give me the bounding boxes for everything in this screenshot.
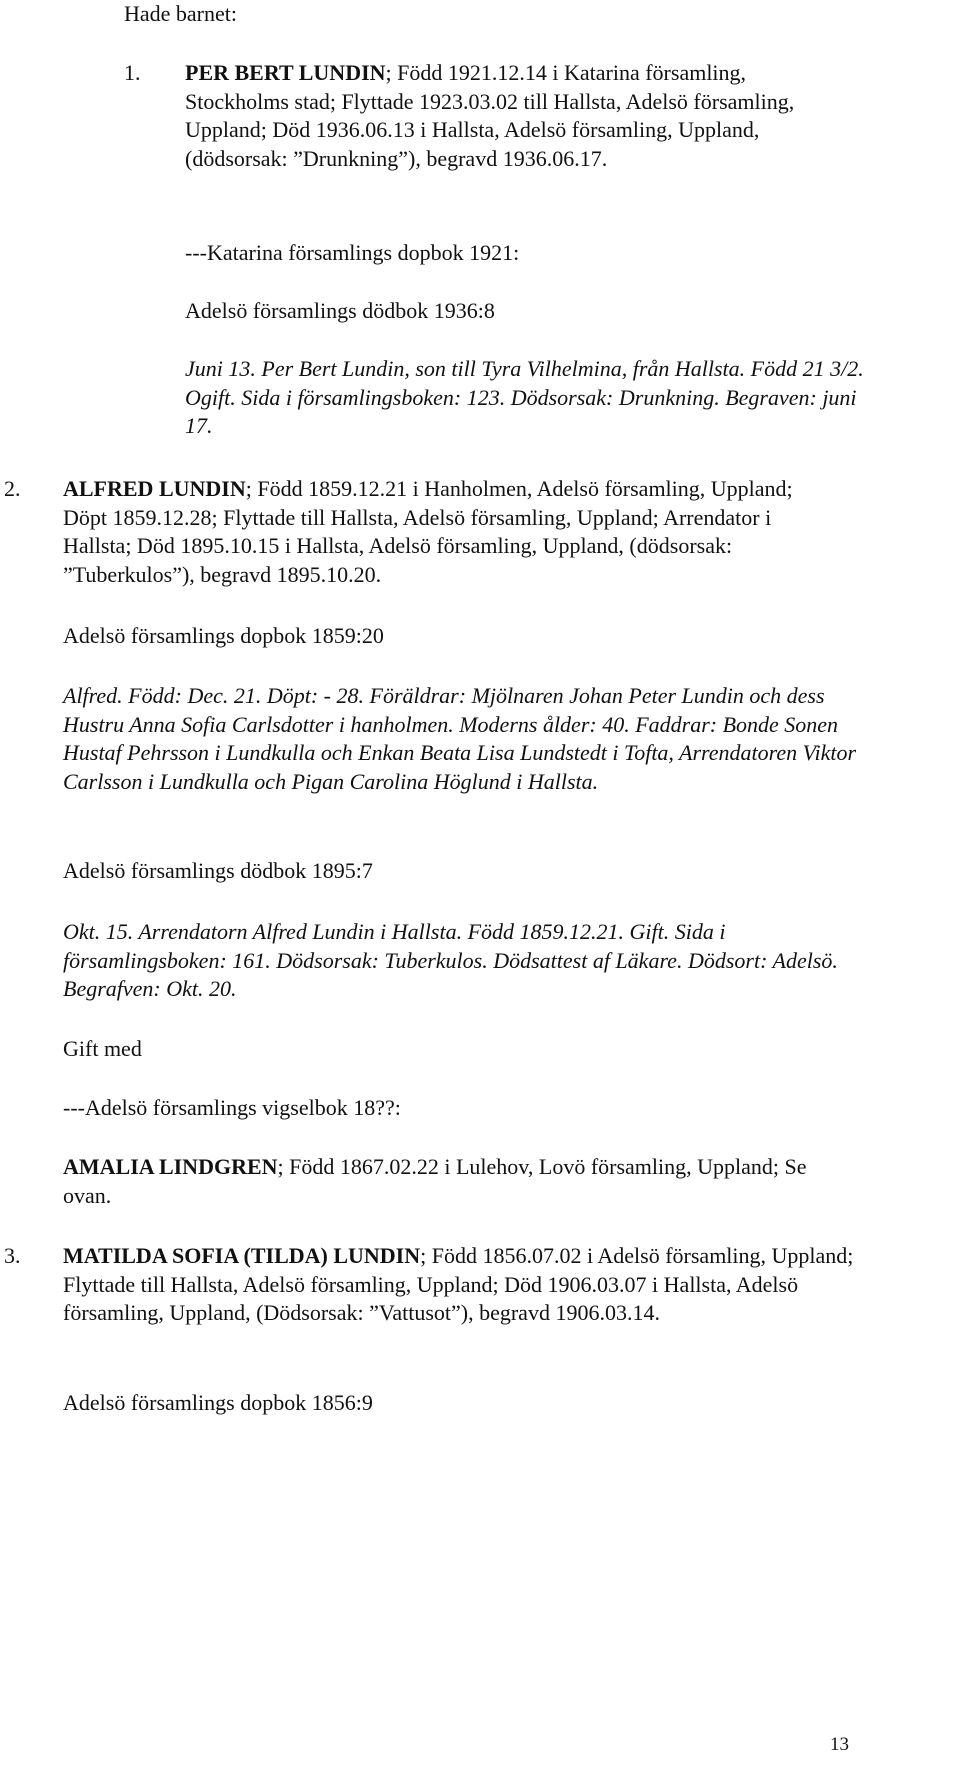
child-number: 2.: [4, 476, 21, 501]
record-transcription: Alfred. Född: Dec. 21. Döpt: - 28. Föräldrar: Mjölnaren Johan Peter Lundin och dess Hustru Anna Sofia Carlsdotter i hanholmen. Moderns ålder: 40. Faddrar: Bonde Sonen Hustaf Pehrsson i Lundkulla och Enkan Beata Lisa Lundstedt i Tofta, Arrendatoren Viktor Carlsson i Lundkulla och Pigan Carolina Höglund i Hallsta.: [63, 683, 857, 794]
source-reference: ---Adelsö församlings vigselbok 18??:: [63, 1095, 401, 1120]
child-name: PER BERT LUNDIN: [185, 60, 386, 85]
child-details: ; Född 1859.12.21 i Hanholmen, Adelsö församling, Uppland; Döpt 1859.12.28; Flyttade till Hallsta, Adelsö församling, Uppland; Arrendator i Hallsta; Död 1895.10.15 i Hallsta, Adelsö församling, Uppland, (dödsorsak: ”Tuberkulos”), begravd 1895.10.20.: [63, 476, 793, 587]
child-entry: [63, 1242, 858, 1328]
source-reference: Adelsö församlings dopbok 1856:9: [63, 1390, 373, 1415]
spouse-name: AMALIA LINDGREN: [63, 1154, 278, 1179]
child-name: MATILDA SOFIA (TILDA) LUNDIN: [63, 1243, 421, 1268]
child-details: ; Född 1856.07.02 i Adelsö församling, Uppland; Flyttade till Hallsta, Adelsö församling, Uppland; Död 1906.03.07 i Hallsta, Adelsö församling, Uppland, (Dödsorsak: ”Vattusot”), begravd 1906.03.14.: [63, 1243, 854, 1325]
source-reference: Adelsö församlings dödbok 1936:8: [185, 298, 495, 323]
source-reference: Adelsö församlings dödbok 1895:7: [63, 858, 373, 883]
child-entry: [63, 475, 833, 589]
record-transcription: Okt. 15. Arrendatorn Alfred Lundin i Hallsta. Född 1859.12.21. Gift. Sida i församlingsboken: 161. Dödsorsak: Tuberkulos. Dödsattest af Läkare. Dödsort: Adelsö. Begrafven: Okt. 20.: [63, 919, 838, 1001]
child-entry: [185, 59, 850, 173]
source-reference: Adelsö församlings dopbok 1859:20: [63, 623, 384, 648]
intro-text: Hade barnet:: [124, 1, 237, 26]
source-reference: ---Katarina församlings dopbok 1921:: [185, 240, 520, 265]
child-details: ; Född 1921.12.14 i Katarina församling, Stockholms stad; Flyttade 1923.03.02 till Hallsta, Adelsö församling, Uppland; Död 1936.06.13 i Hallsta, Adelsö församling, Uppland, (dödsorsak: ”Drunkning”), begravd 1936.06.17.: [185, 60, 795, 171]
record-transcription: Juni 13. Per Bert Lundin, son till Tyra Vilhelmina, från Hallsta. Född 21 3/2. Ogift. Sida i församlingsboken: 123. Dödsorsak: Drunkning. Begraven: juni 17.: [185, 356, 864, 438]
spouse-entry: [63, 1153, 843, 1210]
child-number: 1.: [124, 60, 141, 85]
married-label: Gift med: [63, 1036, 142, 1061]
child-name: ALFRED LUNDIN: [63, 476, 246, 501]
page-number: 13: [830, 1734, 849, 1755]
spouse-details: ; Född 1867.02.22 i Lulehov, Lovö församling, Uppland; Se ovan.: [63, 1154, 807, 1208]
child-number: 3.: [4, 1243, 21, 1268]
